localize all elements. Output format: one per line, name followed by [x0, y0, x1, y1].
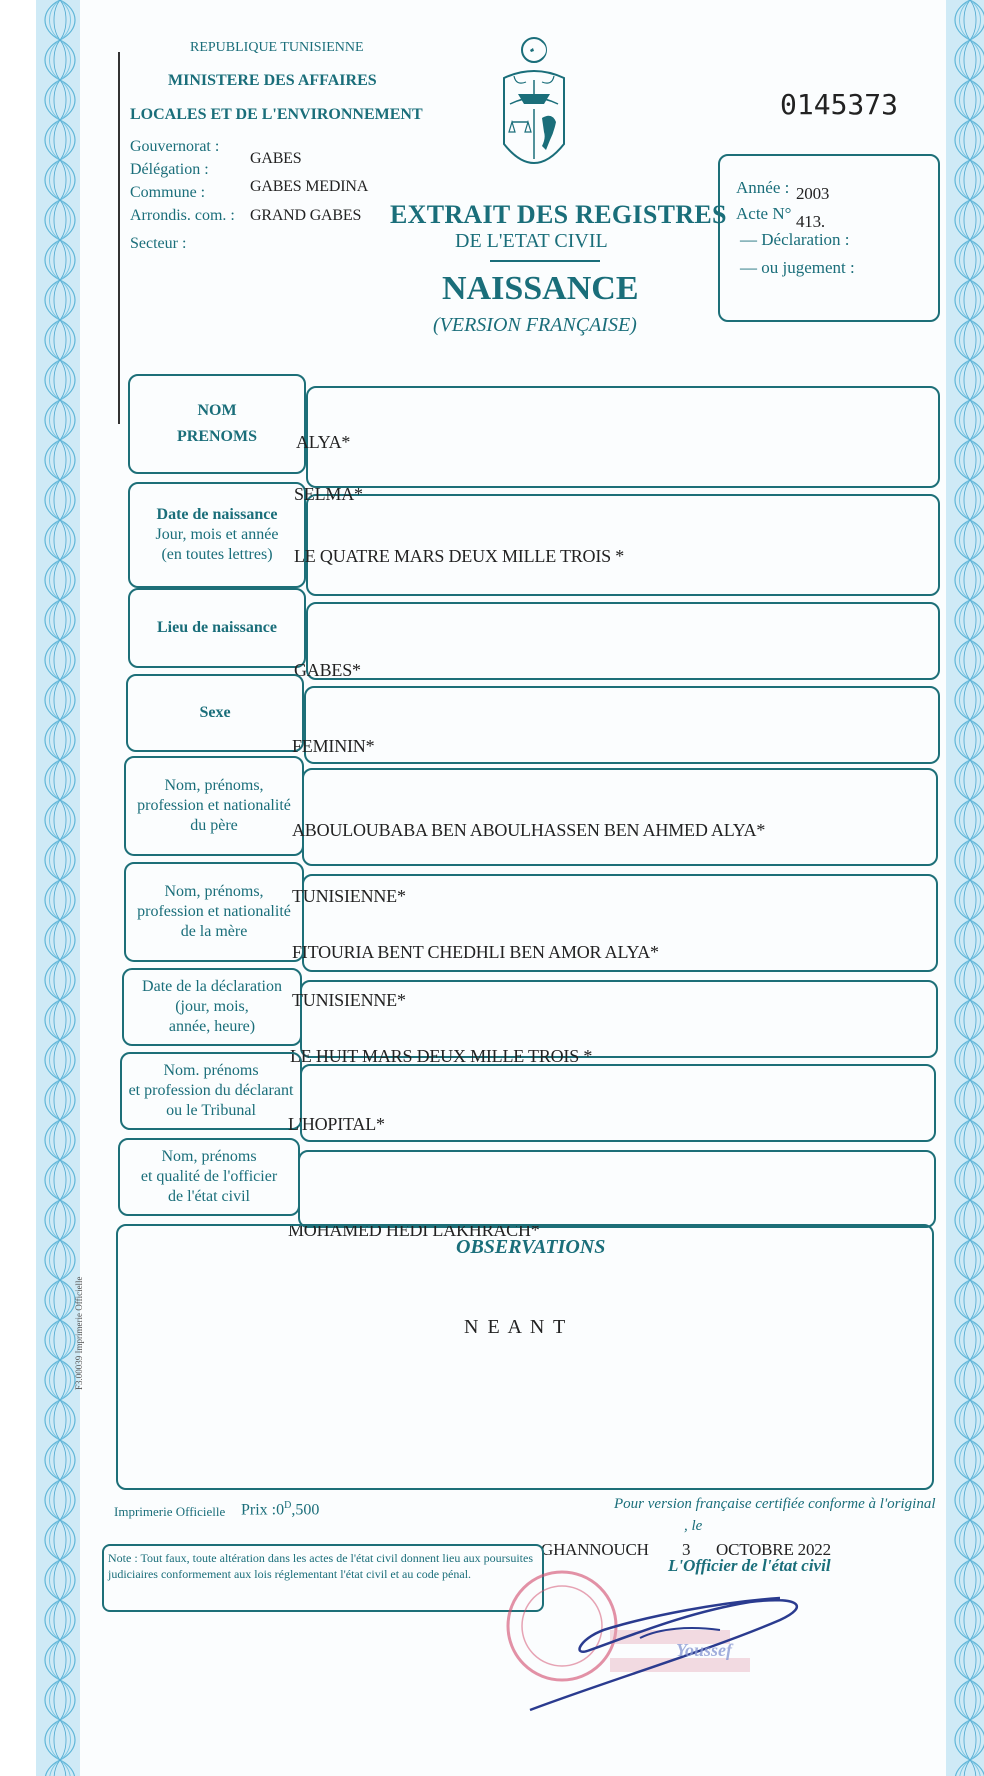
label-mere-line2: profession et nationalité [137, 903, 291, 920]
price-value: ,500 [291, 1501, 320, 1519]
value-lieu-naissance: GABES* [294, 660, 361, 680]
observations-title: OBSERVATIONS [456, 1236, 606, 1258]
serial-number: 0145373 [780, 88, 899, 121]
field-box-nom [306, 386, 940, 488]
certified-text: Pour version française certifiée conforme à l'original [614, 1496, 936, 1512]
label-officier [118, 1138, 300, 1216]
stamp-name: Youssef [676, 1640, 733, 1660]
ministry-line-1: MINISTERE DES AFFAIRES [168, 72, 377, 89]
value-date-naissance: LE QUATRE MARS DEUX MILLE TROIS * [294, 546, 625, 566]
place-value: GHANNOUCH [541, 1540, 649, 1559]
field-box-sexe [304, 686, 940, 764]
field-box-officier [298, 1150, 936, 1228]
ministry-line-2: LOCALES ET DE L'ENVIRONNEMENT [130, 106, 423, 123]
printer-label: Imprimerie Officielle [114, 1504, 226, 1519]
label-date-naissance-line3: (en toutes lettres) [161, 546, 273, 563]
observations-value: N E A N T [464, 1316, 568, 1338]
field-box-pere [302, 768, 938, 866]
label-mere-line3: de la mère [180, 923, 248, 940]
label-sexe-text: Sexe [199, 704, 231, 721]
value-nom: ALYA* [296, 432, 351, 452]
value-date-declaration: LE HUIT MARS DEUX MILLE TROIS * [290, 1046, 593, 1066]
jugement-label: — ou jugement : [740, 258, 855, 277]
label-declarant-line2: et profession du déclarant [128, 1082, 294, 1099]
label-declarant-line1: Nom. prénoms [163, 1062, 259, 1079]
label-officier-line1: Nom, prénoms [161, 1148, 257, 1165]
observations-box [116, 1224, 934, 1490]
value-nationalite-mere: TUNISIENNE* [292, 990, 406, 1010]
title-underline [490, 260, 600, 262]
label-date-naissance-title: Date de naissance [156, 506, 278, 523]
acte-label: Acte N° [736, 204, 792, 223]
gouvernorat-label: Gouvernorat : [130, 138, 220, 155]
coat-of-arms-emblem [496, 34, 572, 184]
value-mere: FITOURIA BENT CHEDHLI BEN AMOR ALYA* [292, 942, 659, 962]
value-pere: ABOULOUBABA BEN ABOULHASSEN BEN AHMED ALYA* [292, 820, 766, 840]
field-box-date-naissance [306, 494, 940, 596]
label-declarant [120, 1052, 302, 1130]
price [241, 1500, 319, 1519]
label-officier-line2: et qualité de l'officier [140, 1168, 278, 1185]
label-lieu-naissance-text: Lieu de naissance [156, 619, 277, 636]
price-label: Prix :0 [241, 1501, 285, 1519]
margin-line [118, 52, 120, 424]
value-declarant: L'HOPITAL* [288, 1114, 385, 1134]
acte-value: 413. [796, 212, 825, 231]
label-pere-line3: du père [190, 817, 238, 834]
title-etat-civil: DE L'ETAT CIVIL [455, 230, 608, 252]
gouvernorat-value: GABES [250, 150, 302, 167]
label-mere [124, 862, 304, 962]
label-date-declaration-line2: (jour, mois, [175, 998, 249, 1015]
title-naissance: NAISSANCE [442, 270, 639, 307]
label-prenoms: PRENOMS [177, 428, 257, 445]
price-sup: D [284, 1500, 292, 1511]
delegation-value: GABES MEDINA [250, 178, 369, 195]
left-decorative-border [36, 0, 84, 1776]
label-declarant-line3: ou le Tribunal [166, 1102, 256, 1119]
title-extrait: EXTRAIT DES REGISTRES [390, 200, 727, 229]
field-box-lieu-naissance [306, 602, 940, 680]
label-officier-line3: de l'état civil [168, 1188, 250, 1205]
title-version: (VERSION FRANÇAISE) [433, 314, 637, 336]
note-content [108, 1550, 536, 1582]
annee-label: Année : [736, 178, 790, 197]
label-pere-line2: profession et nationalité [137, 797, 291, 814]
officer-label: L'Officier de l'état civil [668, 1556, 831, 1575]
label-sexe [126, 674, 304, 752]
right-decorative-border [946, 0, 984, 1776]
note-text: Tout faux, toute altération dans les actes de l'état civil donnent lieu aux poursuites judiciaires conformement aux lois réglementant l'état civil et au code pénal. [108, 1551, 534, 1581]
delegation-label: Délégation : [130, 161, 209, 178]
day-value: 3 [682, 1540, 691, 1559]
le-text: , le [684, 1518, 703, 1534]
value-officier: MOHAMED HEDI LAKHRACH* [288, 1220, 540, 1240]
republic-label: REPUBLIQUE TUNISIENNE [190, 40, 364, 55]
label-mere-line1: Nom, prénoms, [164, 883, 264, 900]
label-date-declaration-line3: année, heure) [168, 1018, 256, 1035]
label-lieu-naissance [128, 588, 306, 668]
secteur-label: Secteur : [130, 235, 187, 252]
side-printer-code: F3.00039 Imprimerie Officielle [74, 1276, 84, 1390]
annee-value: 2003 [796, 184, 830, 203]
arrondis-label: Arrondis. com. : [130, 207, 235, 224]
label-pere-line1: Nom, prénoms, [164, 777, 264, 794]
label-date-declaration-line1: Date de la déclaration [142, 978, 282, 995]
commune-label: Commune : [130, 184, 206, 201]
label-date-naissance [128, 482, 306, 588]
label-date-declaration [122, 968, 302, 1046]
month-year-value: OCTOBRE 2022 [716, 1540, 831, 1559]
declaration-label: — Déclaration : [740, 230, 850, 249]
note-label: Note : [108, 1551, 138, 1565]
value-nationalite-pere: TUNISIENNE* [292, 886, 406, 906]
value-prenom-overflow: SELMA* [294, 484, 363, 504]
label-nom: NOM [197, 402, 237, 419]
birth-certificate-page [74, 0, 946, 1776]
label-pere [124, 756, 304, 856]
arrondis-value: GRAND GABES [250, 207, 362, 224]
label-nom-prenoms [128, 374, 306, 474]
value-sexe: FEMININ* [292, 736, 375, 756]
label-date-naissance-line2: Jour, mois et année [155, 526, 279, 543]
field-box-declarant [300, 1064, 936, 1142]
official-stamp-and-signature [490, 1540, 870, 1720]
